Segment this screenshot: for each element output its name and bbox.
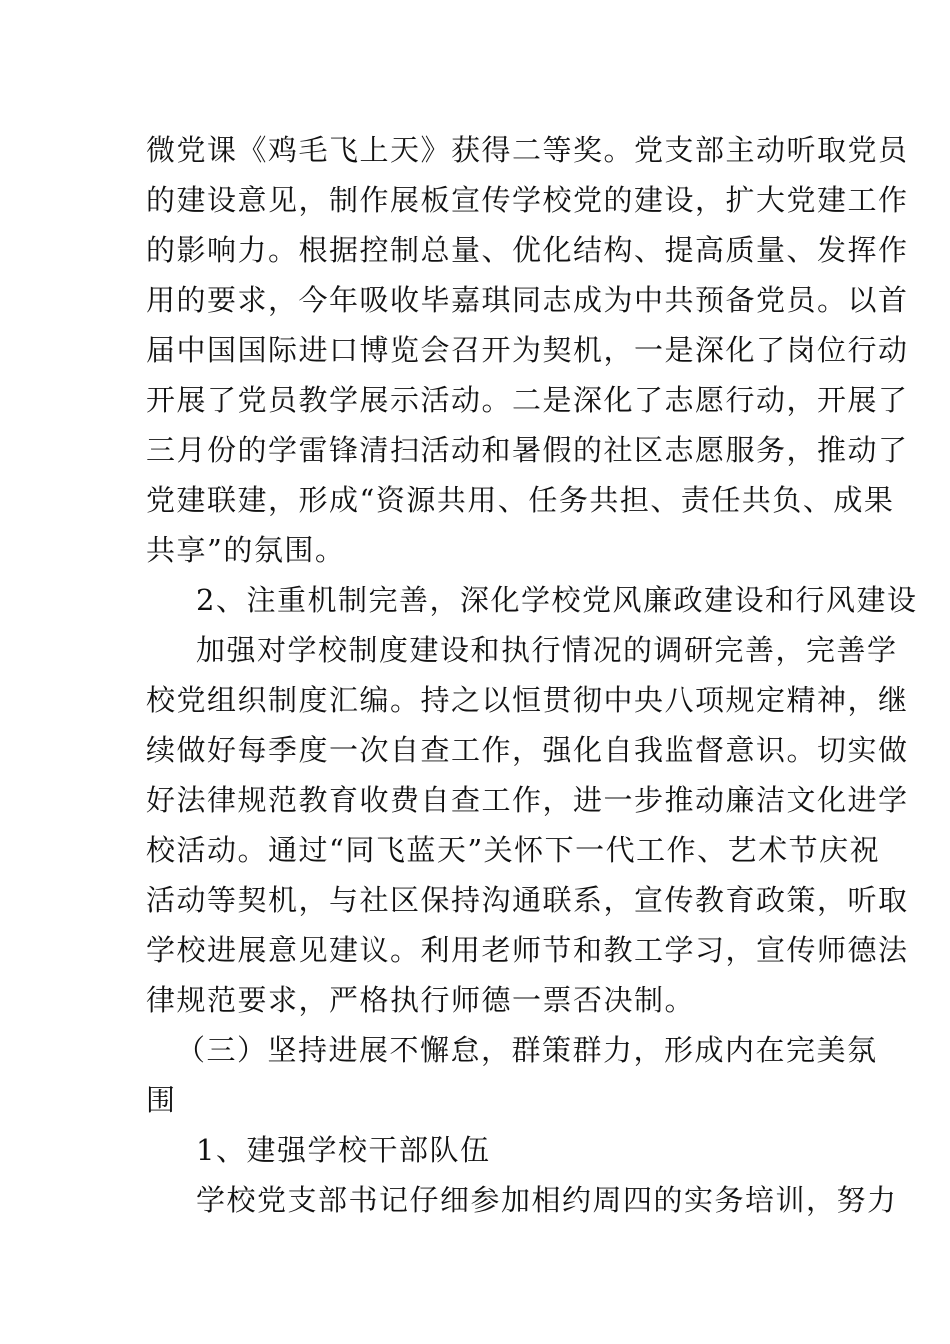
paragraph-line: 加强对学校制度建设和执行情况的调研完善，完善学 xyxy=(196,633,898,667)
paragraph-line: 续做好每季度一次自查工作，强化自我监督意识。切实做 xyxy=(146,733,909,767)
paragraph-line: 校党组织制度汇编。持之以恒贯彻中央八项规定精神，继 xyxy=(146,683,909,717)
section-heading-continuation: 围 xyxy=(146,1083,177,1117)
paragraph-line: 用的要求，今年吸收毕嘉琪同志成为中共预备党员。以首 xyxy=(146,283,909,317)
section-heading: （三）坚持进展不懈怠，群策群力，形成内在完美氛 xyxy=(176,1033,878,1067)
paragraph-line: 学校进展意见建议。利用老师节和教工学习，宣传师德法 xyxy=(146,933,909,967)
paragraph-line: 的建设意见，制作展板宣传学校党的建设，扩大党建工作 xyxy=(146,183,909,217)
paragraph-line: 好法律规范教育收费自查工作，进一步推动廉洁文化进学 xyxy=(146,783,909,817)
paragraph-line: 学校党支部书记仔细参加相约周四的实务培训，努力 xyxy=(196,1183,898,1217)
paragraph-line: 届中国国际进口博览会召开为契机，一是深化了岗位行动 xyxy=(146,333,909,367)
paragraph-line: 校活动。通过“同飞蓝天”关怀下一代工作、艺术节庆祝 xyxy=(146,833,881,867)
paragraph-line: 开展了党员教学展示活动。二是深化了志愿行动，开展了 xyxy=(146,383,909,417)
paragraph-line: 党建联建，形成“资源共用、任务共担、责任共负、成果 xyxy=(146,483,895,517)
paragraph-line: 三月份的学雷锋清扫活动和暑假的社区志愿服务，推动了 xyxy=(146,433,909,467)
subsection-heading: 1、建强学校干部队伍 xyxy=(196,1133,491,1167)
paragraph-line: 律规范要求，严格执行师德一票否决制。 xyxy=(146,983,696,1017)
paragraph-line: 共享”的氛围。 xyxy=(146,533,346,567)
paragraph-line: 活动等契机，与社区保持沟通联系，宣传教育政策，听取 xyxy=(146,883,909,917)
paragraph-line: 的影响力。根据控制总量、优化结构、提高质量、发挥作 xyxy=(146,233,909,267)
section-heading: 2、注重机制完善，深化学校党风廉政建设和行风建设 xyxy=(196,583,918,617)
paragraph-line: 微党课《鸡毛飞上天》获得二等奖。党支部主动听取党员 xyxy=(146,133,909,167)
